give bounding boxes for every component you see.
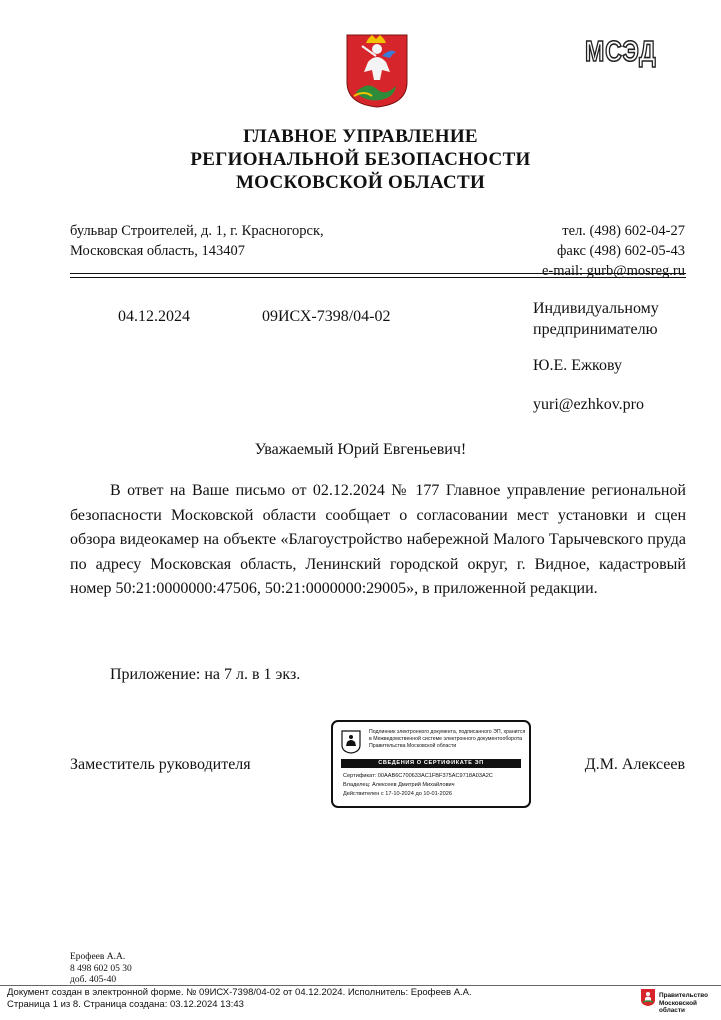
stamp-header: СВЕДЕНИЯ О СЕРТИФИКАТЕ ЭП — [341, 759, 521, 768]
organization-contacts — [542, 221, 685, 281]
electronic-signature-stamp — [331, 720, 531, 808]
organization-name — [0, 125, 721, 194]
footer-divider — [0, 985, 721, 986]
organization-address — [70, 221, 324, 261]
executor-info — [70, 952, 132, 987]
government-logo-icon — [640, 988, 656, 1007]
document-date: 04.12.2024 — [118, 308, 190, 325]
letter-body: В ответ на Ваше письмо от 02.12.2024 № 177 Главное управление региональной безопасности Московской области сообщает о согласовании мест установки и сцен обзора видеокамер на объекте «Благоустройство набережной Малого Тарычевского пруда по адресу Московская область, Ленинский городской округ, г. Видное, кадастровый номер 50:21:0000000:47506, 50:21:0000000:29005», в приложенной редакции. — [70, 482, 686, 597]
stamp-description: Подлинник электронного документа, подписанного ЭП, хранится в Межведомственной системе электронного документооборота Правительства Московской области — [369, 729, 526, 749]
address-line-2: Московская область, 143407 — [70, 243, 245, 259]
appendix-note: Приложение: на 7 л. в 1 экз. — [110, 666, 301, 683]
recipient-name: Ю.Е. Ежкову — [533, 357, 623, 374]
signer-position: Заместитель руководителя — [70, 756, 251, 773]
header-divider — [70, 273, 686, 274]
header-divider-thin — [70, 277, 686, 278]
stamp-owner: Владелец: Алексеев Дмитрий Михайлович — [343, 782, 455, 788]
org-line-2: РЕГИОНАЛЬНОЙ БЕЗОПАСНОСТИ — [190, 149, 531, 170]
moscow-oblast-coat-of-arms-icon — [346, 34, 408, 108]
org-line-3: МОСКОВСКОЙ ОБЛАСТИ — [235, 172, 486, 193]
executor-extension: доб. 405-40 — [70, 975, 117, 985]
government-logo-text — [659, 992, 721, 1015]
recipient-title-line-1: Индивидуальному — [533, 300, 659, 317]
footer-line-1: Документ создан в электронной форме. № 09ИСХ-7398/04-02 от 04.12.2024. Исполнитель: Ерофеев А.А. — [7, 987, 472, 998]
greeting: Уважаемый Юрий Евгеньевич! — [254, 441, 467, 458]
fax: факс (498) 602-05-43 — [556, 243, 685, 259]
footer-line-2: Страница 1 из 8. Страница создана: 03.12.2024 13:43 — [7, 998, 244, 1010]
phone: тел. (498) 602-04-27 — [562, 223, 685, 239]
gov-line-2: Московской области — [659, 999, 697, 1014]
recipient-title-line-2: предпринимателю — [533, 321, 658, 338]
address-line-1: бульвар Строителей, д. 1, г. Красногорск, — [70, 223, 324, 239]
email: e-mail: gurb@mosreg.ru — [541, 263, 685, 279]
msed-logo: МСЭД — [585, 36, 657, 68]
signer-name: Д.М. Алексеев — [584, 756, 685, 773]
page-footer — [7, 987, 472, 1010]
stamp-validity: Действителен с 17-10-2024 до 10-01-2026 — [343, 791, 452, 797]
recipient-title — [533, 298, 659, 340]
recipient-email: yuri@ezhkov.pro — [533, 396, 644, 413]
coat-of-arms-icon — [341, 730, 361, 754]
stamp-certificate: Сертификат: 00AAB6C700633AC1FBF375AC9718A03A2C — [343, 773, 493, 779]
executor-phone: 8 498 602 05 30 — [70, 963, 132, 974]
gov-line-1: Правительство — [659, 992, 709, 999]
document-number: 09ИСХ-7398/04-02 — [262, 308, 391, 325]
org-line-1: ГЛАВНОЕ УПРАВЛЕНИЕ — [243, 126, 478, 147]
executor-name: Ерофеев А.А. — [70, 952, 126, 962]
